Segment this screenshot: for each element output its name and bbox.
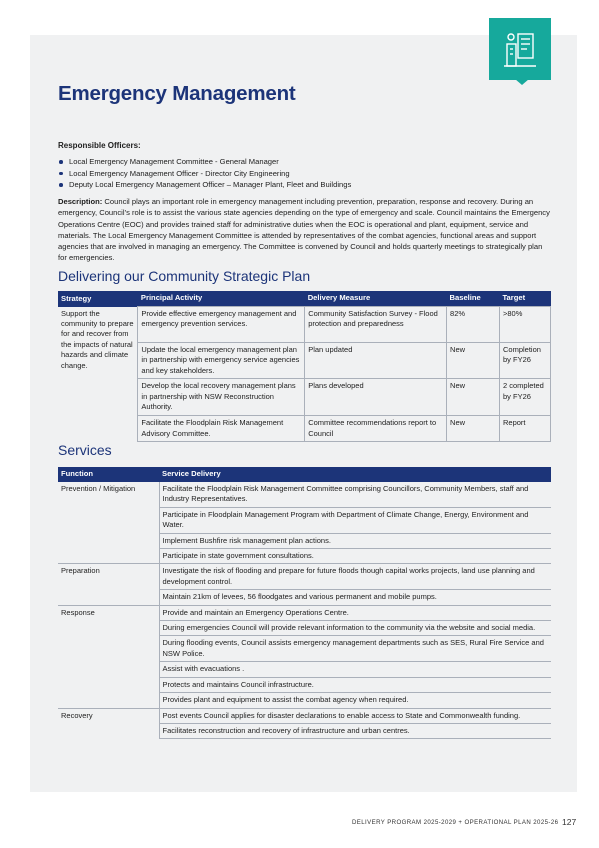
target-cell: Report bbox=[499, 416, 550, 442]
description bbox=[58, 196, 550, 264]
activity-cell: Update the local emergency management plan in partnership with emergency service agencies and key stakeholders. bbox=[138, 343, 305, 379]
target-cell: 2 completed by FY26 bbox=[499, 379, 550, 416]
service-cell: During emergencies Council will provide relevant information to the community via the website and social media. bbox=[159, 621, 551, 636]
csp-col-target: Target bbox=[499, 291, 550, 307]
activity-cell: Develop the local recovery management plans in partnership with NSW Reconstruction Authority. bbox=[138, 379, 305, 416]
service-cell: Post events Council applies for disaster declarations to enable access to State and Commonwealth funding. bbox=[159, 708, 551, 723]
strategy-cell: Support the community to prepare for and recover from the impacts of natural hazards and climate change. bbox=[58, 307, 138, 442]
measure-cell: Plan updated bbox=[305, 343, 447, 379]
function-cell: Prevention / Mitigation bbox=[58, 482, 159, 564]
baseline-cell: New bbox=[447, 416, 500, 442]
table-row bbox=[58, 307, 551, 343]
target-cell: >80% bbox=[499, 307, 550, 343]
service-cell: Provides plant and equipment to assist the combat agency when required. bbox=[159, 693, 551, 708]
csp-col-strategy: Strategy bbox=[58, 291, 138, 307]
service-cell: Protects and maintains Council infrastructure. bbox=[159, 677, 551, 692]
function-cell: Response bbox=[58, 605, 159, 708]
table-row bbox=[58, 605, 551, 620]
service-cell: Implement Bushfire risk management plan actions. bbox=[159, 533, 551, 548]
officer-list bbox=[58, 156, 351, 191]
csp-col-baseline: Baseline bbox=[447, 291, 500, 307]
csp-col-measure: Delivery Measure bbox=[305, 291, 447, 307]
services-col-delivery: Service Delivery bbox=[159, 467, 551, 482]
csp-col-activity: Principal Activity bbox=[138, 291, 305, 307]
measure-cell: Community Satisfaction Survey - Flood protection and preparedness bbox=[305, 307, 447, 343]
services-table bbox=[58, 467, 551, 739]
baseline-cell: 82% bbox=[447, 307, 500, 343]
responsible-heading: Responsible Officers: bbox=[58, 141, 141, 150]
officer-item: Local Emergency Management Officer - Director City Engineering bbox=[58, 168, 351, 180]
page-title: Emergency Management bbox=[58, 82, 296, 105]
officer-item: Local Emergency Management Committee - General Manager bbox=[58, 156, 351, 168]
function-cell: Preparation bbox=[58, 564, 159, 605]
csp-table bbox=[58, 291, 551, 442]
description-label: Description: bbox=[58, 197, 103, 206]
service-cell: Investigate the risk of flooding and prepare for future floods though capital works projects, land use planning and development control. bbox=[159, 564, 551, 590]
services-heading: Services bbox=[58, 442, 112, 458]
badge-pointer bbox=[515, 79, 529, 85]
target-cell: Completion by FY26 bbox=[499, 343, 550, 379]
measure-cell: Committee recommendations report to Council bbox=[305, 416, 447, 442]
service-cell: Facilitates reconstruction and recovery of infrastructure and urban centres. bbox=[159, 723, 551, 738]
table-row bbox=[58, 482, 551, 507]
service-cell: Maintain 21km of levees, 56 floodgates and various permanent and mobile pumps. bbox=[159, 590, 551, 605]
function-cell: Recovery bbox=[58, 708, 159, 739]
section-badge bbox=[489, 18, 551, 80]
service-cell: Assist with evacuations . bbox=[159, 662, 551, 677]
activity-cell: Provide effective emergency management and emergency prevention services. bbox=[138, 307, 305, 343]
baseline-cell: New bbox=[447, 343, 500, 379]
description-text: Council plays an important role in emergency management including prevention, preparation, response and recovery. During an emergency, Council’s role is to assist the various state agencies depending on the type of emergency and scale. Council maintains the Emergency Operations Centre (EOC) and provides trained staff for administrative duties when the EOC is operational and plant, equipment, service and materials. The Local Emergency Management Committee is attended by representatives of the combat agencies, functional areas and support agencies that are involved in managing an emergency. The Committee is convened by Council and holds quarterly meetings to strategically plan for emergencies. bbox=[58, 197, 550, 263]
page-number: 127 bbox=[562, 817, 577, 827]
table-row bbox=[58, 564, 551, 590]
service-cell: Provide and maintain an Emergency Operations Centre. bbox=[159, 605, 551, 620]
service-cell: Facilitate the Floodplain Risk Management Committee comprising Councillors, Community Members, staff and Industry Representatives. bbox=[159, 482, 551, 507]
baseline-cell: New bbox=[447, 379, 500, 416]
csp-heading: Delivering our Community Strategic Plan bbox=[58, 268, 311, 284]
services-col-function: Function bbox=[58, 467, 159, 482]
measure-cell: Plans developed bbox=[305, 379, 447, 416]
service-cell: Participate in state government consultations. bbox=[159, 549, 551, 564]
officer-item: Deputy Local Emergency Management Officer – Manager Plant, Fleet and Buildings bbox=[58, 179, 351, 191]
footer-text: DELIVERY PROGRAM 2025-2029 + OPERATIONAL PLAN 2025-26 bbox=[352, 819, 559, 826]
activity-cell: Facilitate the Floodplain Risk Management Advisory Committee. bbox=[138, 416, 305, 442]
city-planning-icon bbox=[502, 30, 538, 68]
service-cell: During flooding events, Council assists emergency management departments such as SES, Rural Fire Service and NSW Police. bbox=[159, 636, 551, 662]
table-row bbox=[58, 708, 551, 723]
service-cell: Participate in Floodplain Management Program with Department of Climate Change, Energy, Environment and Water. bbox=[159, 507, 551, 533]
